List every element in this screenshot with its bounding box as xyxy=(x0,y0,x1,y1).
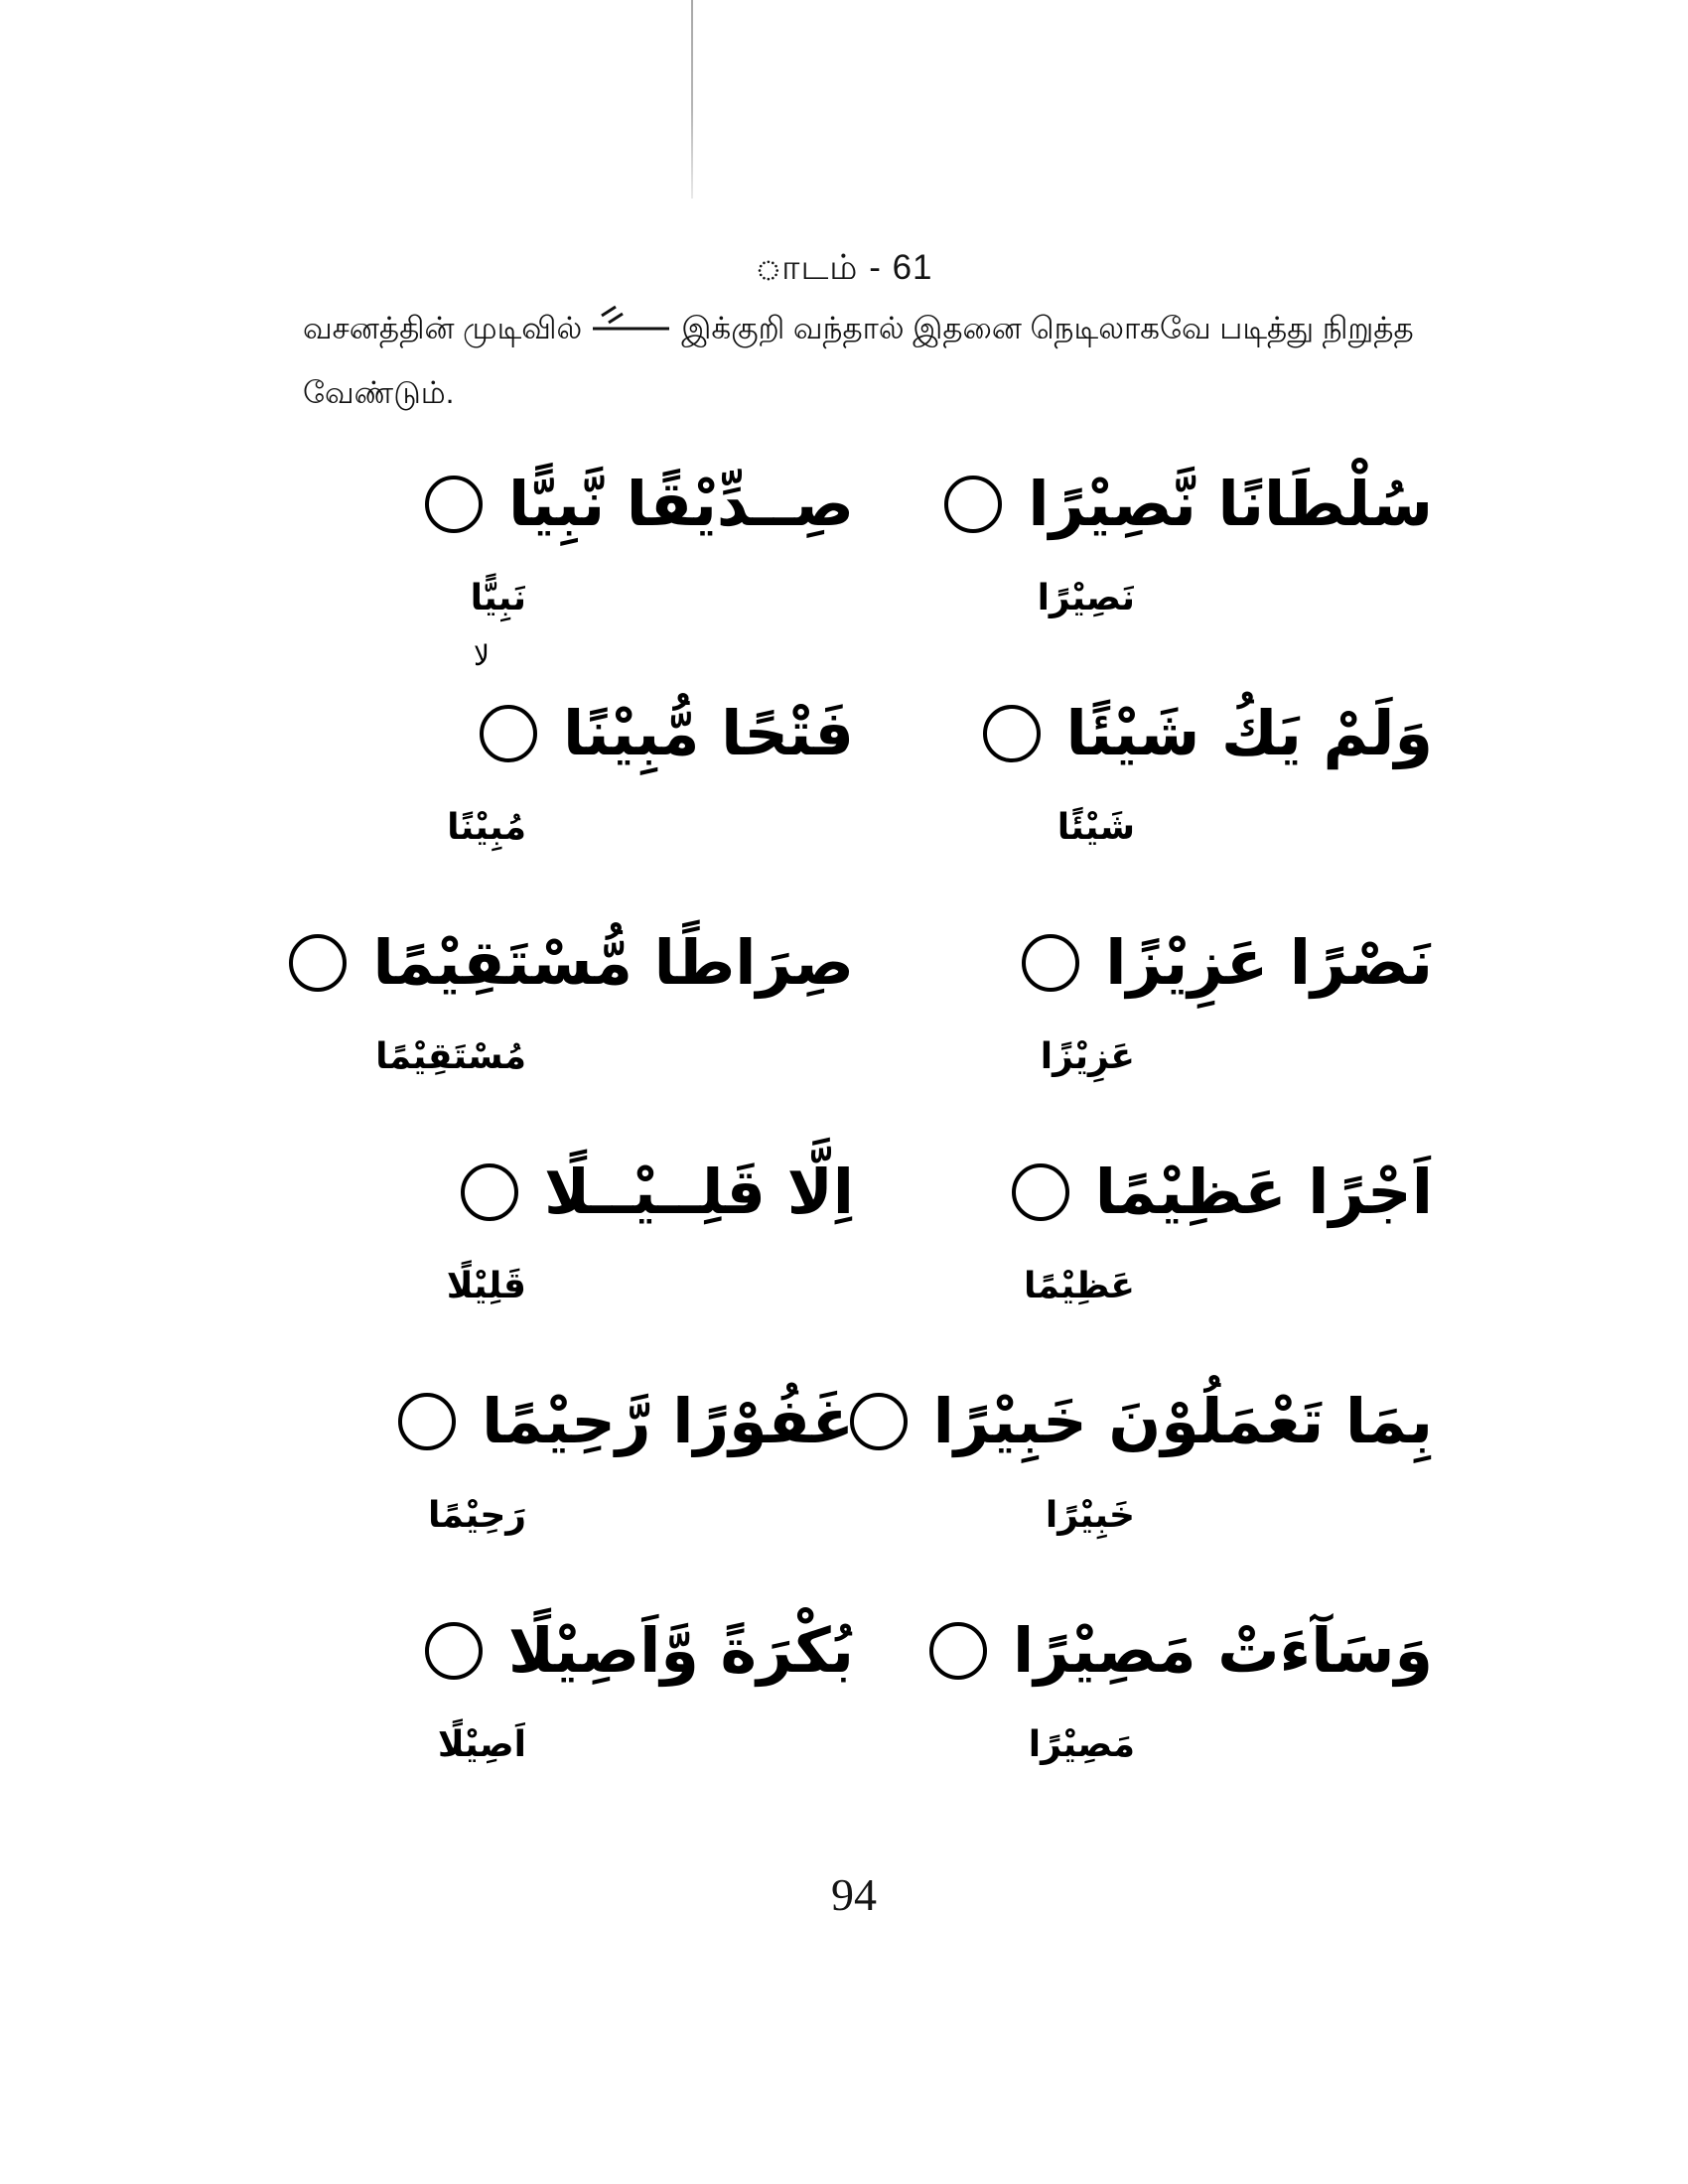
arabic-phrase xyxy=(877,678,1433,789)
waqf-circle-icon xyxy=(425,476,483,533)
practice-word: رَحِيْمًا xyxy=(427,1495,526,1536)
page-fold-line xyxy=(691,0,693,199)
drill-row xyxy=(253,1595,1435,1825)
waqf-circle-icon xyxy=(944,476,1002,533)
lesson-title: ாடம் - 61 xyxy=(755,248,933,287)
practice-word: مَصِيْرًا xyxy=(1028,1724,1135,1765)
arabic-phrase xyxy=(877,1595,1433,1706)
waqf-circle-icon xyxy=(480,705,537,762)
waqf-circle-icon xyxy=(850,1393,908,1450)
instruction-line-2: வேண்டும். xyxy=(303,375,455,410)
arabic-phrase xyxy=(238,1366,854,1477)
practice-word: نَصِيْرًا xyxy=(1037,578,1135,618)
drill-grid xyxy=(253,449,1435,1825)
drill-row xyxy=(253,449,1435,678)
practice-word: نَبِيًّا xyxy=(470,578,526,618)
arabic-phrase-cell xyxy=(877,1595,1433,1774)
arabic-phrase-text: وَلَمْ يَكُ شَيْئًا xyxy=(1065,697,1433,769)
arabic-phrase-cell xyxy=(238,1366,854,1545)
drill-row xyxy=(253,1137,1435,1366)
practice-word: شَيْئًا xyxy=(1056,807,1135,848)
arabic-phrase-text: سُلْطَانًا نَّصِيْرًا xyxy=(1028,468,1433,540)
arabic-phrase-text: فَتْحًا مُّبِيْنًا xyxy=(562,697,854,769)
waqf-circle-icon xyxy=(983,705,1041,762)
arabic-phrase-cell xyxy=(877,1137,1433,1315)
arabic-phrase-cell xyxy=(238,639,854,857)
arabic-phrase-cell xyxy=(238,1137,854,1315)
drill-row xyxy=(253,639,1435,907)
arabic-phrase-text: بُكْرَةً وَّاَصِيْلًا xyxy=(507,1614,854,1687)
waqf-with-laa xyxy=(473,639,563,789)
madd-sign-icon xyxy=(592,298,671,357)
arabic-phrase xyxy=(238,907,854,1019)
drill-row xyxy=(253,1366,1435,1595)
arabic-phrase-text: صِــدِّيْقًا نَّبِيًّا xyxy=(507,468,854,540)
instruction-line-1 xyxy=(303,298,1415,363)
arabic-phrase-cell xyxy=(238,1595,854,1774)
arabic-phrase-text: نَصْرًا عَزِيْزًا xyxy=(1105,926,1433,999)
practice-word: قَلِيْلًا xyxy=(446,1266,526,1306)
laa-marker: لا xyxy=(473,639,490,672)
waqf-circle-icon xyxy=(398,1393,456,1450)
arabic-phrase-cell xyxy=(877,449,1433,627)
waqf-circle-icon xyxy=(1022,934,1079,992)
practice-word: اَصِيْلًا xyxy=(437,1724,526,1765)
arabic-phrase-text: بِمَا تَعْمَلُوْنَ خَبِيْرًا xyxy=(932,1385,1433,1457)
arabic-phrase xyxy=(238,1595,854,1706)
arabic-phrase xyxy=(877,1366,1433,1477)
instruction-text xyxy=(303,298,1415,423)
arabic-phrase-cell xyxy=(238,907,854,1086)
arabic-phrase-text: صِرَاطًا مُّسْتَقِيْمًا xyxy=(372,926,854,999)
practice-word: خَبِيْرًا xyxy=(1045,1495,1135,1536)
arabic-phrase xyxy=(238,639,854,789)
page-number: 94 xyxy=(831,1869,877,1920)
practice-word: مُسْتَقِيْمًا xyxy=(375,1036,526,1077)
waqf-circle-icon xyxy=(425,1622,483,1680)
practice-word: مُبِيْنًا xyxy=(447,807,526,848)
arabic-phrase-text: غَفُوْرًا رَّحِيْمًا xyxy=(482,1385,854,1457)
arabic-phrase-cell xyxy=(238,449,854,627)
waqf-circle-icon xyxy=(289,934,347,992)
arabic-phrase xyxy=(877,1137,1433,1248)
practice-word: عَزِيْزًا xyxy=(1040,1036,1135,1077)
practice-word: عَظِيْمًا xyxy=(1023,1266,1135,1306)
arabic-phrase-cell xyxy=(877,907,1433,1086)
instruction-before-symbol: வசனத்தின் முடிவில் xyxy=(303,311,583,346)
waqf-circle-icon xyxy=(461,1163,518,1221)
drill-row xyxy=(253,907,1435,1137)
arabic-phrase xyxy=(238,449,854,560)
arabic-phrase-text: اِلَّا قَلِــيْــلًا xyxy=(543,1156,854,1228)
waqf-circle-icon xyxy=(929,1622,987,1680)
waqf-circle-icon xyxy=(1012,1163,1069,1221)
arabic-phrase-text: اَجْرًا عَظِيْمًا xyxy=(1094,1156,1433,1228)
arabic-phrase-cell xyxy=(877,1366,1433,1545)
arabic-phrase-text: وَسَآءَتْ مَصِيْرًا xyxy=(1013,1614,1433,1687)
arabic-phrase xyxy=(238,1137,854,1248)
arabic-phrase xyxy=(877,907,1433,1019)
arabic-phrase-cell xyxy=(877,678,1433,857)
instruction-after-symbol: இக்குறி வந்தால் இதனை நெடிலாகவே படித்து நிறுத்த xyxy=(681,311,1414,346)
arabic-phrase xyxy=(877,449,1433,560)
